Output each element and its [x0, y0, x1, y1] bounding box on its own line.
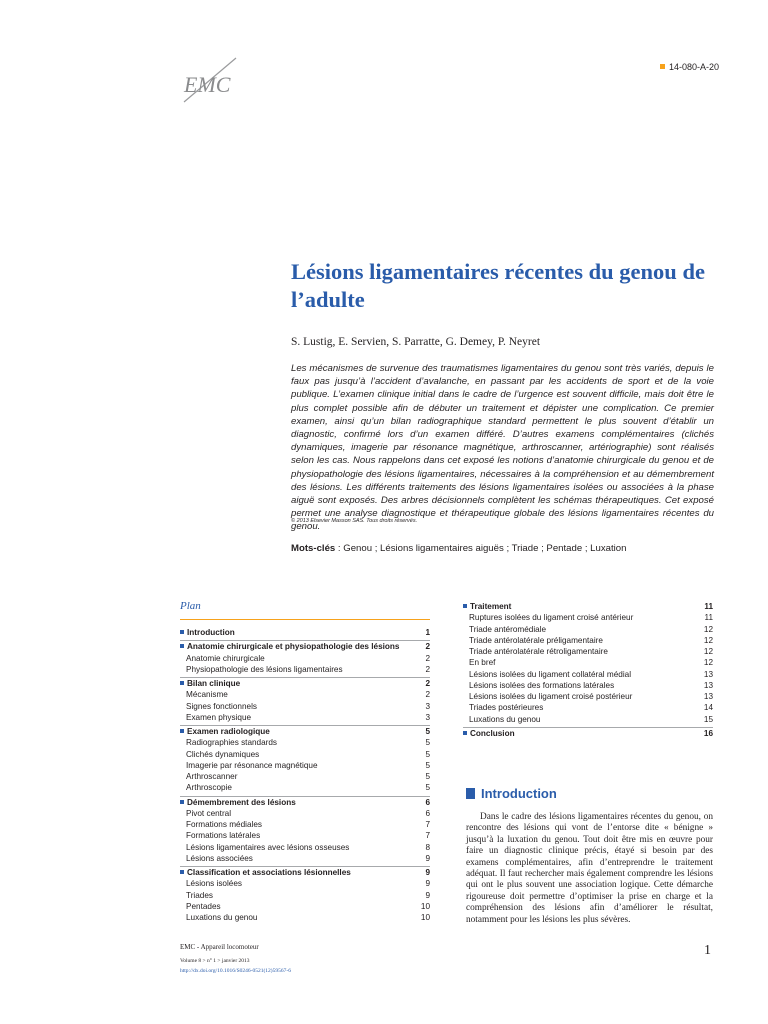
- toc-page-number: 9: [425, 853, 430, 863]
- toc-label: Bilan clinique: [180, 679, 240, 688]
- toc-entry[interactable]: [180, 854, 430, 863]
- reference-code: [660, 62, 719, 72]
- toc-entry[interactable]: [463, 703, 713, 712]
- authors: S. Lustig, E. Servien, S. Parratte, G. Demey, P. Neyret: [291, 336, 541, 348]
- toc-label: Anatomie chirurgicale et physiopathologie des lésions: [180, 642, 399, 651]
- toc-page-number: 12: [703, 647, 713, 656]
- toc-entry[interactable]: [180, 783, 430, 792]
- toc-page-number: 10: [420, 901, 430, 911]
- toc-page-number: 5: [425, 772, 430, 781]
- toc-label: Traitement: [463, 602, 511, 611]
- toc-separator: [180, 866, 430, 867]
- toc-page-number: 3: [425, 701, 430, 711]
- toc-page-number: 9: [425, 879, 430, 889]
- blue-square-icon: [180, 800, 184, 804]
- toc-entry[interactable]: [180, 702, 430, 711]
- toc-page-number: 15: [703, 714, 713, 724]
- toc-section[interactable]: [180, 868, 430, 877]
- toc-label: Triade antérolatérale rétroligamentaire: [469, 647, 608, 656]
- blue-square-icon: [463, 731, 467, 735]
- toc-entry[interactable]: [463, 715, 713, 724]
- toc-page-number: 5: [425, 749, 430, 759]
- blue-square-icon: [180, 644, 184, 648]
- toc-page-number: 11: [704, 602, 713, 611]
- toc-page-number: 12: [703, 635, 713, 645]
- toc-entry[interactable]: [180, 665, 430, 674]
- blue-square-icon: [180, 870, 184, 874]
- toc-page-number: 14: [703, 703, 713, 713]
- introduction-text: Dans le cadre des lésions ligamentaires récentes du genou, on rencontre des lésions qui vont de l’entorse dite « bénigne » jusqu’à la luxation du genou. Tout doit être mis en œuvre pour faire un diagnostic clinique précis, étayé si besoin par des examens complémentaires, afin d’entreprendre le traitement adéquat. Il faut rechercher mais également comprendre les lésions qui ont le plus souvent une association logique. Cette démarche rigoureuse doit permettre d’optimiser la prise en charge et la compréhension des lésions afin d’améliorer le résultat, notamment pour les lésions les plus sévères.: [466, 812, 713, 925]
- toc-label: Lésions ligamentaires avec lésions osseuses: [186, 842, 350, 852]
- toc-label: Signes fonctionnels: [186, 701, 258, 711]
- toc-entry[interactable]: [180, 891, 430, 900]
- toc-label: Triades postérieures: [469, 703, 544, 713]
- toc-label: Pentades: [186, 901, 221, 911]
- doi-link[interactable]: http://dx.doi.org/10.1016/S0246-0521(12)59567-6: [180, 968, 291, 974]
- emc-logo: [178, 52, 240, 110]
- plan-title: Plan: [180, 600, 201, 612]
- toc-label: Triade antéromédiale: [469, 624, 547, 634]
- keywords-list: : Genou ; Lésions ligamentaires aiguës ; Triade ; Pentade ; Luxation: [335, 543, 627, 554]
- toc-entry[interactable]: [463, 681, 713, 690]
- toc-entry[interactable]: [180, 654, 430, 663]
- toc-label: Introduction: [180, 628, 235, 637]
- toc-page-number: 7: [425, 820, 430, 829]
- toc-page-number: 6: [425, 797, 430, 807]
- toc-label: Démembrement des lésions: [180, 798, 296, 807]
- toc-page-number: 7: [425, 831, 430, 841]
- toc-entry[interactable]: [180, 879, 430, 888]
- toc-entry[interactable]: [463, 692, 713, 701]
- toc-entry[interactable]: [180, 772, 430, 781]
- toc-label: Examen radiologique: [180, 727, 270, 736]
- toc-separator: [180, 640, 430, 641]
- toc-separator: [180, 796, 430, 797]
- toc-page-number: 5: [425, 760, 430, 770]
- toc-label: Lésions isolées du ligament croisé postérieur: [469, 692, 633, 701]
- toc-page-number: 8: [425, 842, 430, 852]
- toc-page-number: 9: [425, 868, 430, 877]
- toc-page-number: 2: [425, 690, 430, 700]
- toc-section[interactable]: [180, 727, 430, 736]
- toc-page-number: 2: [425, 653, 430, 663]
- toc-entry[interactable]: [463, 658, 713, 667]
- toc-label: Formations latérales: [186, 831, 261, 841]
- toc-page-number: 13: [703, 680, 713, 690]
- toc-label: Imagerie par résonance magnétique: [186, 760, 318, 770]
- toc-section[interactable]: [180, 642, 430, 651]
- toc-entry[interactable]: [180, 738, 430, 747]
- toc-label: En bref: [469, 658, 496, 668]
- toc-label: Triades: [186, 890, 213, 900]
- toc-page-number: 12: [703, 624, 713, 634]
- toc-label: Lésions associées: [186, 853, 253, 863]
- toc-label: Lésions isolées des formations latérales: [469, 680, 615, 690]
- page-number: 1: [704, 943, 711, 958]
- toc-entry[interactable]: [180, 750, 430, 759]
- toc-page-number: 16: [703, 728, 713, 738]
- toc-page-number: 11: [704, 613, 713, 623]
- toc-section[interactable]: [463, 602, 713, 611]
- toc-entry[interactable]: [180, 809, 430, 818]
- toc-label: Pivot central: [186, 808, 232, 818]
- toc-entry[interactable]: [180, 690, 430, 699]
- toc-label: Lésions isolées du ligament collatéral médial: [469, 669, 632, 679]
- toc-entry[interactable]: [180, 761, 430, 770]
- blue-square-icon: [180, 681, 184, 685]
- toc-separator: [180, 677, 430, 678]
- journal-name: EMC - Appareil locomoteur: [180, 943, 259, 951]
- toc-separator: [180, 725, 430, 726]
- toc-page-number: 3: [425, 712, 430, 722]
- toc-entry[interactable]: [180, 843, 430, 852]
- toc-entry[interactable]: [180, 713, 430, 722]
- toc-label: Triade antérolatérale préligamentaire: [469, 635, 603, 645]
- toc-page-number: 2: [425, 664, 430, 674]
- toc-entry[interactable]: [463, 670, 713, 679]
- toc-section[interactable]: [180, 798, 430, 807]
- toc-separator: [463, 727, 713, 728]
- toc-page-number: 9: [425, 890, 430, 900]
- reference-code-text: 14-080-A-20: [669, 62, 720, 72]
- blue-square-icon: [180, 729, 184, 733]
- toc-label: Examen physique: [186, 712, 252, 722]
- toc-entry[interactable]: [180, 831, 430, 840]
- toc-label: Luxations du genou: [469, 714, 541, 724]
- toc-entry[interactable]: [463, 636, 713, 645]
- toc-label: Ruptures isolées du ligament croisé antérieur: [469, 613, 634, 623]
- toc-entry[interactable]: [463, 625, 713, 634]
- abstract: Les mécanismes de survenue des traumatismes ligamentaires du genou sont très variés, depuis le faux pas jusqu’à l’accident d’avalanche, en passant par les accidents de sport et de la voie publique. L’examen clinique initial dans le cadre de l’urgence est souvent difficile, mais doit être le plus complet possible afin de débuter un traitement et dépister une complication. Ce premier examen, ainsi qu’un bilan radiographique standard permettent le plus souvent d’établir un diagnostic, confirmé lors d’un examen différé. D’autres examens complémentaires (clichés dynamiques, imagerie par résonance magnétique, arthroscanner, artériographie) sont réalisés selon les cas. Nous rappelons dans cet exposé les notions d’anatomie chirurgicale du genou et de physiopathologie des lésions ligamentaires, nécessaires à la compréhension et au démembrement des lésions. Les différents traitements des lésions ligamentaires isolées ou associées à la phase aiguë sont exposés. Des arbres décisionnels complètent les schémas thérapeutiques. Cet exposé permet une analyse diagnostique et thérapeutique globale des lésions ligamentaires récentes du genou.: [291, 363, 714, 533]
- toc-page-number: 5: [425, 783, 430, 793]
- toc-entry[interactable]: [463, 647, 713, 656]
- toc-label: Classification et associations lésionnelles: [180, 868, 351, 877]
- toc-label: Radiographies standards: [186, 738, 278, 748]
- blue-square-icon: [180, 630, 184, 634]
- toc-label: Mécanisme: [186, 690, 228, 700]
- introduction-heading-text: Introduction: [481, 786, 557, 801]
- keywords-label: Mots-clés: [291, 543, 336, 554]
- volume-info: Volume 8 > n° 1 > janvier 2013: [180, 958, 250, 964]
- toc-page-number: 1: [425, 628, 430, 637]
- introduction-heading: [466, 786, 557, 801]
- toc-label: Luxations du genou: [186, 913, 258, 922]
- blue-square-icon: [463, 604, 467, 608]
- toc-label: Formations médiales: [186, 820, 262, 829]
- toc-page-number: 10: [420, 913, 430, 922]
- toc-entry[interactable]: [180, 902, 430, 911]
- keywords: [291, 543, 626, 554]
- toc-section[interactable]: [463, 729, 713, 738]
- toc-page-number: 13: [703, 669, 713, 679]
- toc-label: Arthroscanner: [186, 772, 238, 781]
- toc-page-number: 5: [425, 738, 430, 748]
- blue-square-icon: [466, 788, 475, 799]
- toc-label: Arthroscopie: [186, 783, 232, 793]
- toc-label: Conclusion: [463, 729, 515, 738]
- toc-page-number: 2: [425, 642, 430, 652]
- toc-label: Anatomie chirurgicale: [186, 653, 265, 663]
- toc-entry[interactable]: [180, 913, 430, 922]
- toc-page-number: 5: [425, 727, 430, 736]
- copyright: © 2013 Elsevier Masson SAS. Tous droits réservés.: [291, 518, 418, 524]
- toc-label: Clichés dynamiques: [186, 749, 260, 759]
- toc-section[interactable]: [180, 628, 430, 637]
- toc-label: Lésions isolées: [186, 879, 242, 889]
- orange-square-icon: [660, 64, 665, 69]
- toc-page-number: 2: [425, 679, 430, 688]
- toc-section[interactable]: [180, 679, 430, 688]
- toc-page-number: 6: [425, 808, 430, 818]
- toc-page-number: 12: [703, 658, 713, 668]
- toc-entry[interactable]: [180, 820, 430, 829]
- toc-entry[interactable]: [463, 613, 713, 622]
- logo-text: EMC: [184, 72, 231, 97]
- toc-page-number: 13: [703, 692, 713, 701]
- article-title: Lésions ligamentaires récentes du genou de l’adulte: [291, 259, 705, 312]
- toc-label: Physiopathologie des lésions ligamentaires: [186, 664, 343, 674]
- plan-rule: [180, 619, 430, 620]
